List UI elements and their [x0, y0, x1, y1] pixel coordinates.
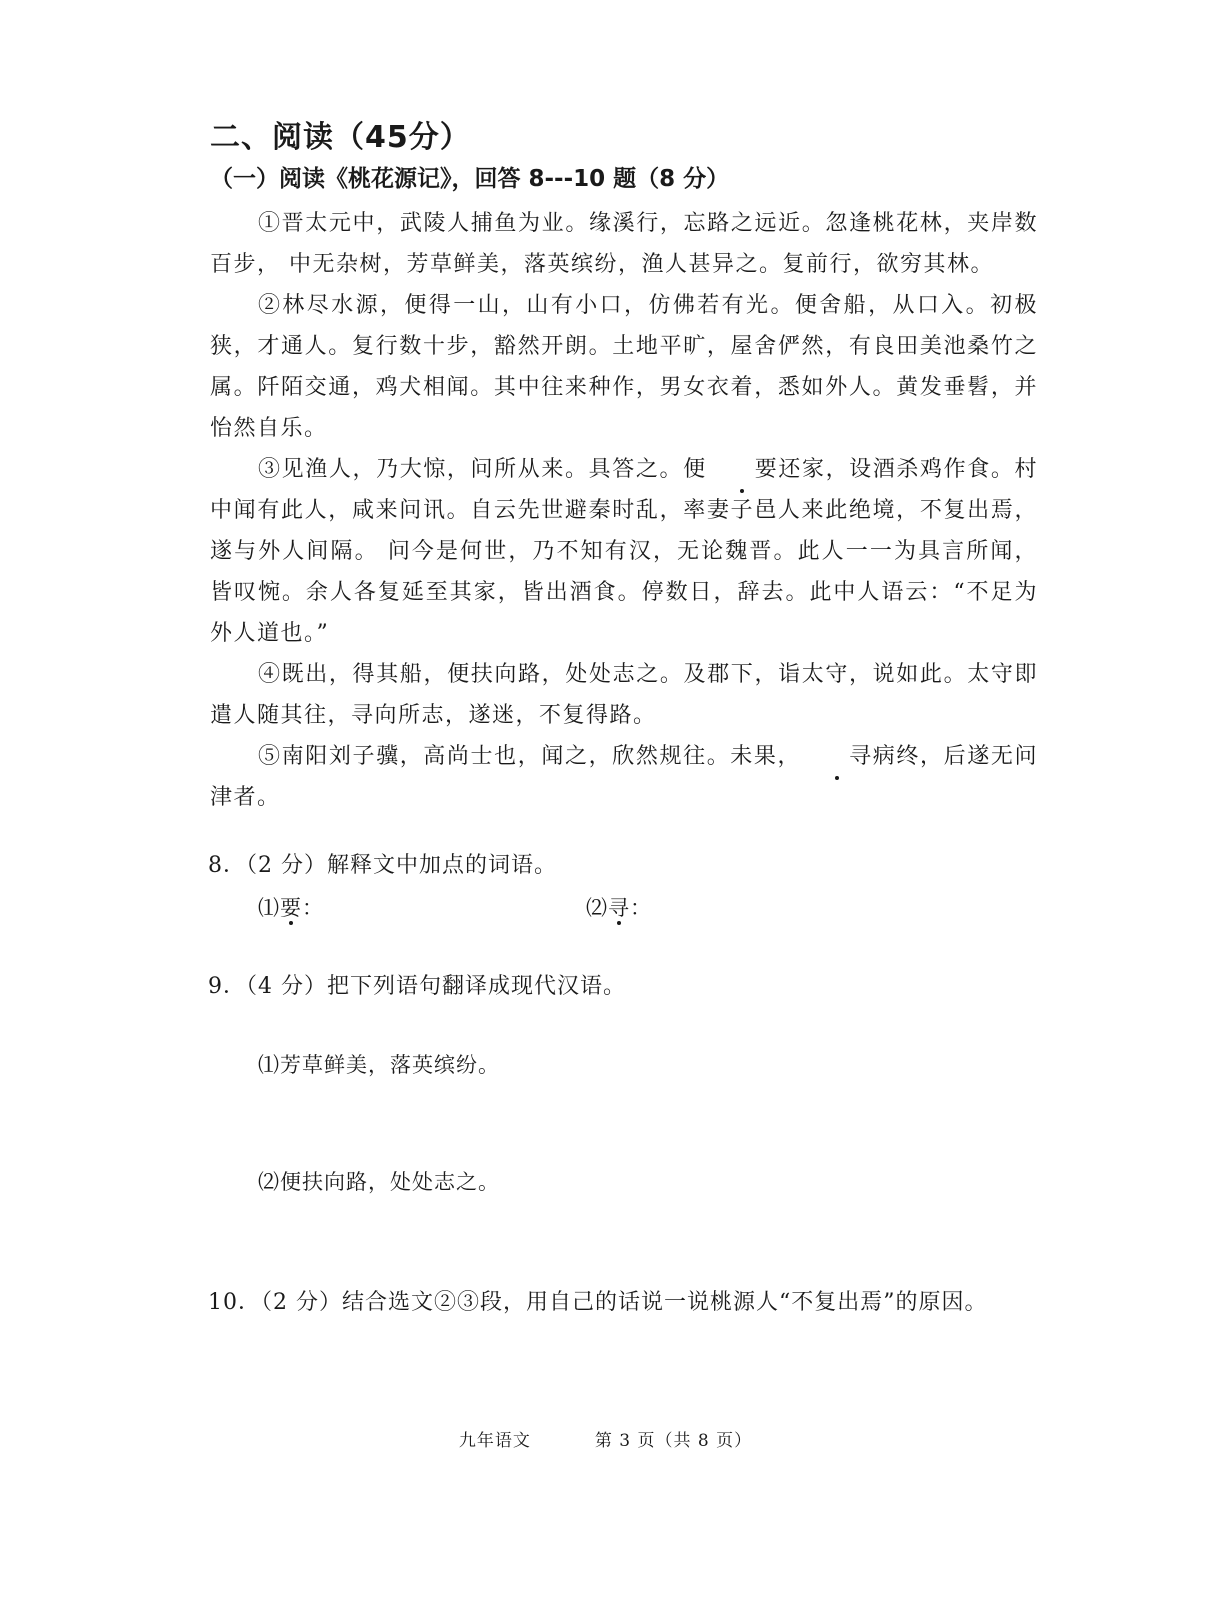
paragraph-3-part-2: 还家，设酒杀鸡作食。村中闻有此人，咸来问讯。自云先世避秦时乱，率妻子邑人来此绝境，不复出焉，遂与外人间隔。 问今是何世，乃不知有汉，无论魏晋。此人一一为具言所闻，皆叹惋。余人各复延至其家，皆出酒食。停数日，辞去。此中人语云：“不足为外人道也。”: [210, 457, 1038, 646]
paragraph-5-part-2: 病终，后遂无问津者。: [210, 744, 1038, 810]
question-9-item-1: ⑴芳草鲜美，落英缤纷。: [258, 1053, 500, 1077]
paragraph-3: [210, 449, 1038, 654]
dotted-word-xun: 寻: [801, 736, 873, 777]
paragraph-1: ①晋太元中，武陵人捕鱼为业。缘溪行，忘路之远近。忽逢桃花林，夹岸数百步， 中无杂树，芳草鲜美，落英缤纷，渔人甚异之。复前行，欲穷其林。: [210, 211, 1038, 277]
section-title: 二、阅读（45分）: [210, 120, 471, 155]
item-1-marker: ⑴: [258, 896, 280, 920]
item-2-marker: ⑵: [586, 896, 608, 920]
question-9: 9．（4 分）把下列语句翻译成现代汉语。: [208, 974, 626, 999]
paragraph-3-part-1: ③见渔人，乃大惊，问所从来。具答之。便: [258, 457, 707, 482]
item-2-word: 寻: [608, 892, 630, 922]
paragraph-5-part-1: ⑤南阳刘子骥，高尚士也，闻之，欣然规往。未果，: [258, 744, 802, 769]
question-8-item-1: [258, 892, 324, 922]
item-2-colon: ：: [630, 896, 652, 920]
paragraph-2: ②林尽水源，便得一山，山有小口，仿佛若有光。便舍船，从口入。初极狭，才通人。复行数十步，豁然开朗。土地平旷，屋舍俨然，有良田美池桑竹之属。阡陌交通，鸡犬相闻。其中往来种作，男女衣着，悉如外人。黄发垂髫，并怡然自乐。: [210, 293, 1038, 441]
item-1-word: 要: [280, 892, 302, 922]
question-9-item-2: ⑵便扶向路，处处志之。: [258, 1170, 500, 1194]
passage-subtitle: （一）阅读《桃花源记》，回答 8---10 题（8 分）: [210, 166, 730, 192]
passage: [210, 203, 1038, 818]
item-1-colon: ：: [302, 896, 324, 920]
question-10: 10．（2 分）结合选文②③段，用自己的话说一说桃源人“不复出焉”的原因。: [208, 1290, 988, 1315]
footer-page-number: 第 3 页（共 8 页）: [594, 1431, 753, 1451]
question-8-item-2: [586, 892, 652, 922]
paragraph-4: ④既出，得其船，便扶向路，处处志之。及郡下，诣太守，说如此。太守即遣人随其往，寻向所志，遂迷，不复得路。: [210, 662, 1038, 728]
page-footer: [0, 1426, 1211, 1451]
dotted-word-yao: 要: [707, 449, 779, 490]
question-8: 8．（2 分）解释文中加点的词语。: [208, 853, 557, 878]
paragraph-5: [210, 736, 1038, 818]
footer-subject: 九年语文: [458, 1431, 531, 1451]
